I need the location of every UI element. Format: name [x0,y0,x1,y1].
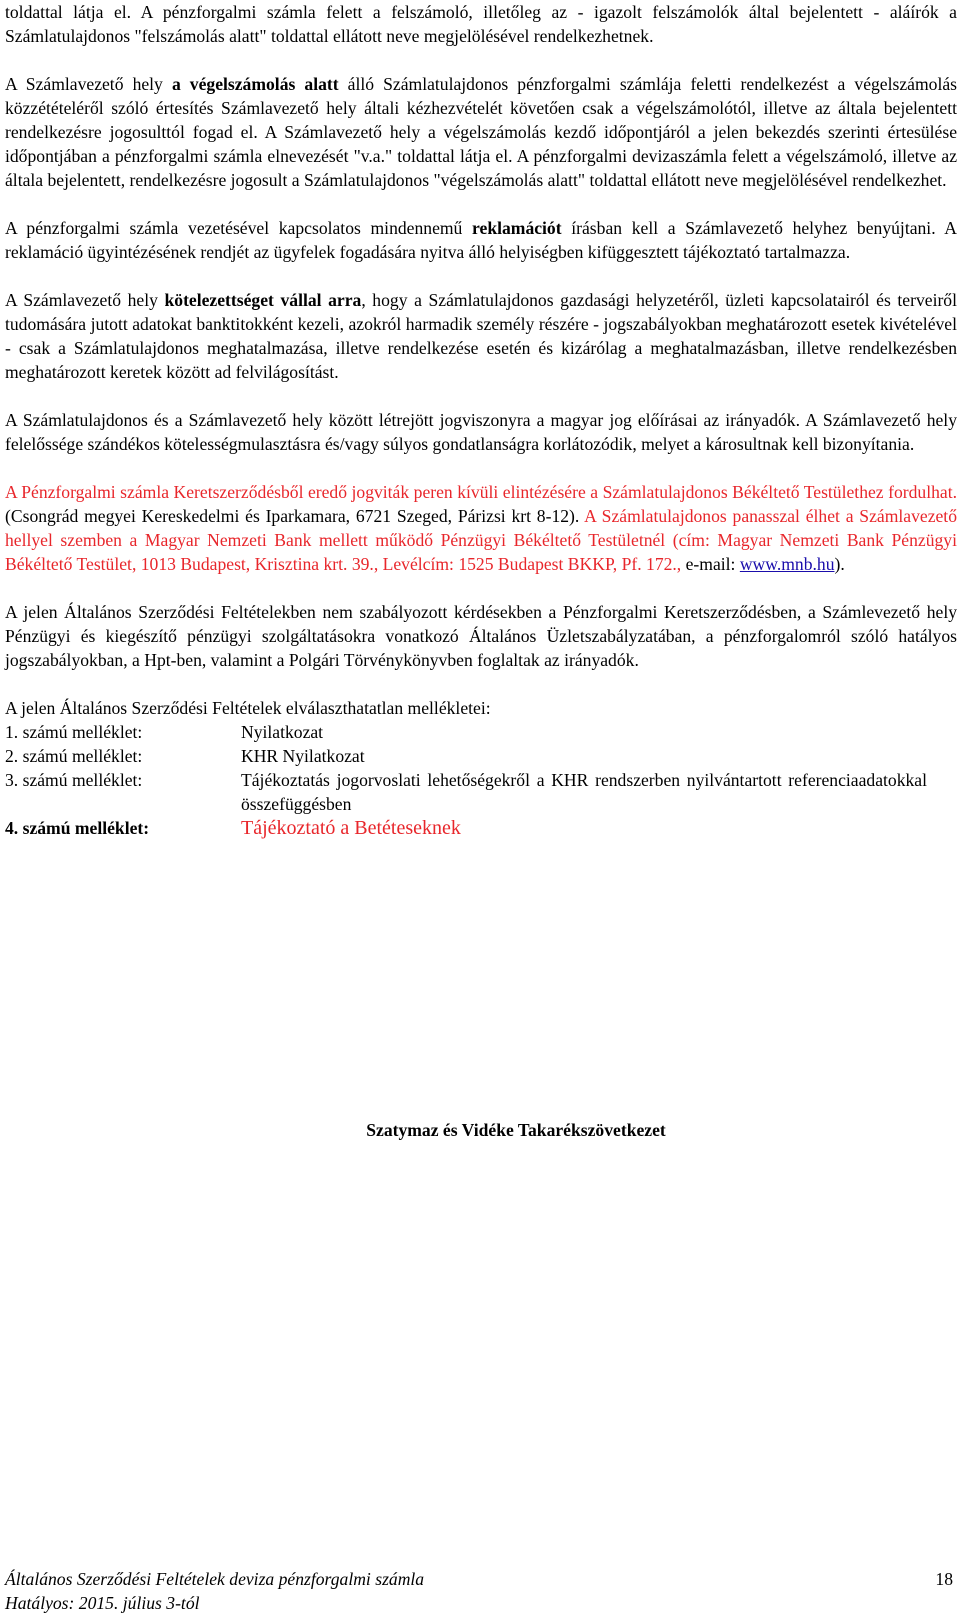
text-run: A pénzforgalmi számla vezetésével kapcsolatos mindennemű [5,218,473,238]
paragraph-liquidation-text: toldattal látja el. A pénzforgalmi számla felett a felszámoló, illetőleg az - igazolt felszámolók által bejelentett - aláírók a Számlatulajdonos "felszámolás alatt" toldattal ellátott neve megjelölésével rendelkezhetnek. [5,2,957,46]
annex-number: 3. számú melléklet: [5,770,143,790]
annex-title: Nyilatkozat [241,722,324,742]
text-run: ). [834,554,845,574]
annex-list-intro: A jelen Általános Szerződési Feltételek elválaszthatatlan mellékletei: [5,698,491,718]
text-run: , hogy a Számlatulajdonos gazdasági helyzetéről, üzleti kapcsolatairól és terveiről tudomására jutott adatokat banktitokként kezeli, azokról harmadik személy részére - jogszabályokban meghatározott esetek kivételével - csak a Számlatulajdonos meghatalmazása, illetve rendelkezése esetén és kizárólag a meghatalmazásban, illetve rendelkezésben meghatározott keretek között ad felvilágosítást. [5,290,957,382]
red-text-run: A Pénzforgalmi számla Keretszerződésből eredő jogviták peren kívüli elintézésére a Számlatulajdonos Békéltető Testülethez fordulhat. [5,482,957,502]
footer-document-title: Általános Szerződési Feltételek deviza pénzforgalmi számla [5,1569,425,1589]
text-run: A Számlavezető hely [5,74,172,94]
paragraph-governing-law [5,408,957,456]
annex-item-1 [5,720,957,744]
annex-number: 2. számú melléklet: [5,746,143,766]
paragraph-confidentiality [5,288,957,384]
text-run: (Csongrád megyei Kereskedelmi és Iparkamara, 6721 Szeged, Párizsi krt 8-12). [5,506,585,526]
red-text-run: A Számlatulajdonos panasszal élhet a Számlavezető hellyel szemben a Magyar Nemzeti Bank mellett működő Pénzügyi Békéltető Testületnél (cím: Magyar Nemzeti Bank Pénzügyi Békéltető Testület, 1013 Budapest, Krisztina krt. 39., Levélcím: 1525 Budapest BKKP, Pf. 172., [5,506,957,574]
signature-block [0,1118,952,1142]
text-run: A Számlavezető hely [5,290,165,310]
paragraph-applicable-rules [5,600,957,672]
annex-number: 1. számú melléklet: [5,722,143,742]
annex-list [5,696,957,840]
paragraph-applicable-rules-text: A jelen Általános Szerződési Feltételekben nem szabályozott kérdésekben a Pénzforgalmi Keretszerződésben, a Számlevezető hely Pénzügyi és kiegészítő pénzügyi szolgáltatásokra vonatkozó Általános Üzletszabályzatában, a pénzforgalomról szóló hatályos jogszabályokban, a Hpt-ben, valamint a Polgári Törvénykönyvben foglaltak az irányadók. [5,602,957,670]
paragraph-governing-law-text: A Számlatulajdonos és a Számlavezető hely között létrejött jogviszonyra a magyar jog előírásai az irányadók. A Számlavezető hely felelőssége szándékos kötelességmulasztásra és/vagy súlyos gondatlanságra korlátozódik, melyet a károsultnak kell bizonyítania. [5,410,957,454]
paragraph-complaints [5,216,957,264]
paragraph-liquidation [5,0,957,48]
bold-text-run: kötelezettséget vállal arra [164,290,362,310]
signature-organization: Szatymaz és Vidéke Takarékszövetkezet [366,1120,666,1140]
annex-item-4 [5,816,957,840]
footer-page-number: 18 [935,1569,953,1589]
text-run: írásban kell a Számlavezető helyhez benyújtani. A reklamáció ügyintézésének rendjét az ügyfelek fogadására nyitva álló helyiségben kifüggesztett tájékoztató tartalmazza. [5,218,957,262]
document-page [5,0,957,840]
paragraph-voluntary-liquidation [5,72,957,192]
page-footer [5,1567,953,1615]
bold-text-run: a végelszámolás alatt [171,74,339,94]
annex-number: 4. számú melléklet: [5,818,150,838]
annex-title: Tájékoztató a Betéteseknek [241,817,461,839]
mnb-website-link[interactable]: www.mnb.hu [739,554,835,574]
paragraph-disputes [5,480,957,576]
annex-title: KHR Nyilatkozat [241,746,365,766]
footer-effective-date: Hatályos: 2015. július 3-tól [5,1593,200,1613]
annex-item-3 [5,768,957,816]
annex-item-2 [5,744,957,768]
bold-text-run: reklamációt [472,218,562,238]
text-run: álló Számlatulajdonos pénzforgalmi számlája feletti rendelkezést a végelszámolás közzétételéről szóló értesítés Számlavezető hely általi kézhezvételét követően csak a végelszámolótól, illetve az általa bejelentett rendelkezésre jogosulttól fogad el. A Számlavezető hely a végelszámolás kezdő időpontjáról a jelen bekezdés szerinti értesülése időpontjában a pénzforgalmi számla elnevezését "v.a." toldattal látja el. A pénzforgalmi devizaszámla felett a végelszámoló, illetve az általa bejelentett, rendelkezésre jogosult a Számlatulajdonos "végelszámolás alatt" toldattal ellátott neve megjelölésével rendelkezhet. [5,74,957,190]
text-run: e-mail: [681,554,740,574]
annex-title: Tájékoztatás jogorvoslati lehetőségekről a KHR rendszerben nyilvántartott referenciaadatokkal összefüggésben [241,770,927,814]
